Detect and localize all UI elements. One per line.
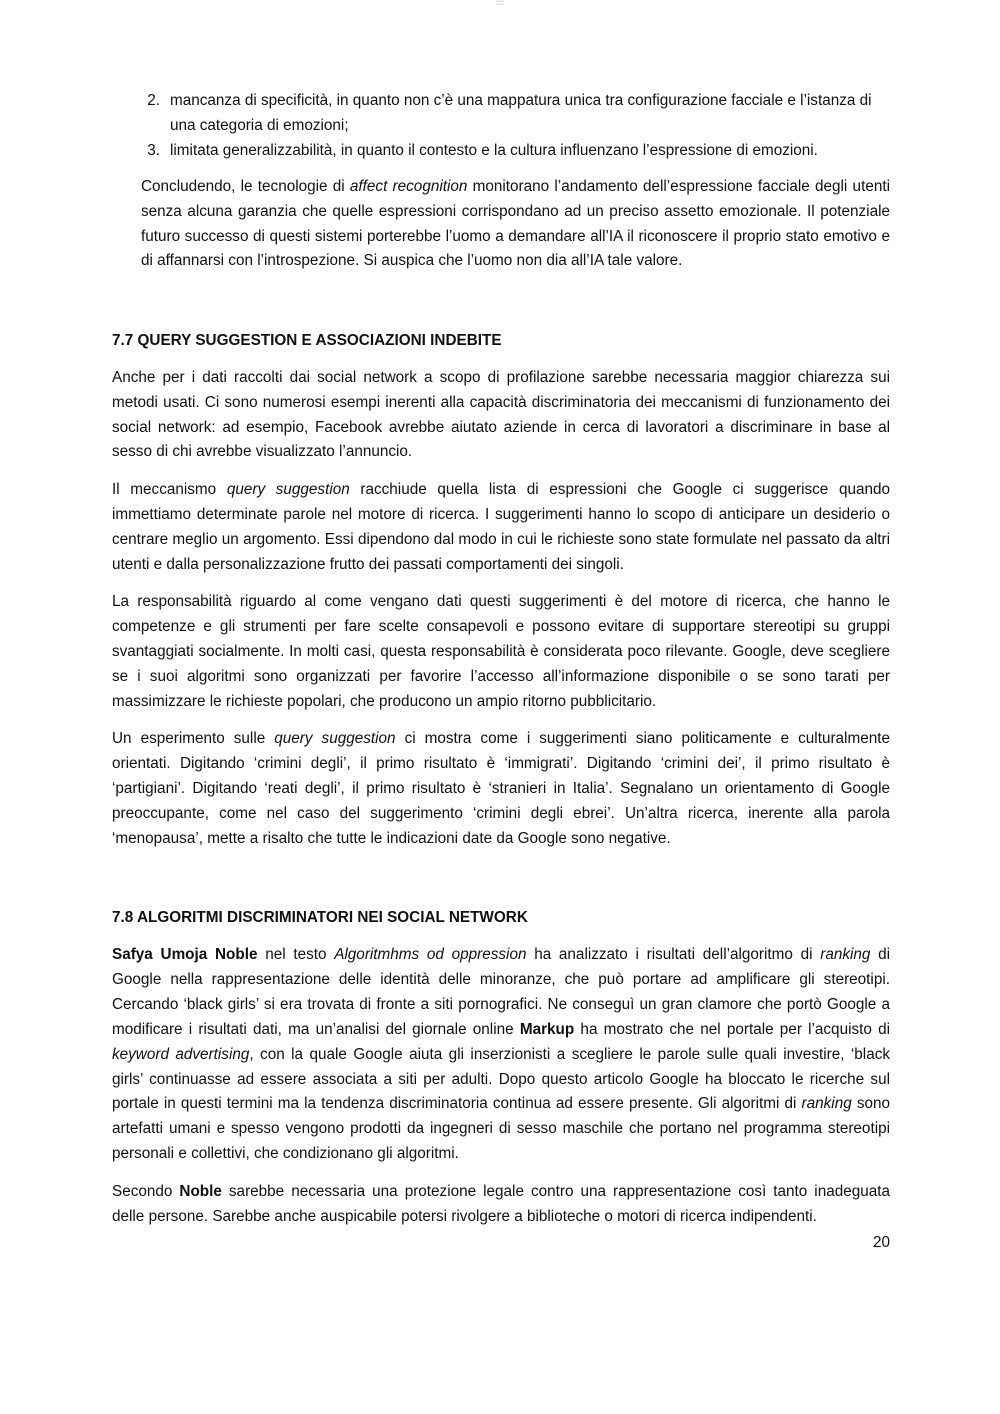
text-run: Concludendo, le tecnologie di bbox=[141, 177, 350, 195]
text-run: monitorano l’andamento dell’espressione facciale degli utenti senza alcuna garanzia che quelle espressioni corrispondano ad un preciso assetto emozionale. Il potenziale futuro successo di questi sistemi porterebbe l’uomo a demandare all’IA il riconoscere il proprio stato emotivo e di affannarsi con l’introspezione. Si auspica che l’uomo non dia all’IA tale valore. bbox=[141, 177, 890, 270]
text-run: nel testo bbox=[257, 945, 335, 963]
bold-name: Markup bbox=[519, 1020, 575, 1038]
italic-term: affect recognition bbox=[349, 177, 468, 195]
text-run: ha mostrato che nel portale per l’acquisto di bbox=[574, 1020, 890, 1038]
header-mark: Lorem ipsum bbox=[495, 0, 505, 6]
text-run: racchiude quella lista di espressioni che Google ci suggerisce quando immettiamo determinate parole nel motore di ricerca. I suggerimenti hanno lo scopo di anticipare un desiderio o centrare meglio un argomento. Essi dipendono dal modo in cui le richieste sono state formulate nel passato da altri utenti e dalla personalizzazione frutto dei passati comportamenti dei singoli. bbox=[112, 480, 890, 573]
section-heading-7-8: 7.8 ALGORITMI DISCRIMINATORI NEI SOCIAL NETWORK bbox=[112, 909, 528, 927]
document-page bbox=[112, 89, 890, 1242]
paragraph bbox=[112, 727, 890, 852]
bold-name: Noble bbox=[179, 1182, 222, 1200]
paragraph bbox=[112, 943, 890, 1167]
text-run: ci mostra come i suggerimenti siano politicamente e culturalmente orientati. Digitando ‘crimini degli’, il primo risultato è ‘immigrati’. Digitando ‘crimini dei’, il primo risultato è ‘partigiani’. Digitando ‘reati degli’, il primo risultato è ‘stranieri in Italia’. Segnalano un orientamento di Google preoccupante, come nel caso del suggerimento ‘crimini degli ebrei’. Un’altra ricerca, inerente alla parola ‘menopausa’, mette a risalto che tutte le indicazioni date da Google sono negative. bbox=[112, 730, 890, 847]
paragraph: La responsabilità riguardo al come vengano dati questi suggerimenti è del motore di ricerca, che hanno le competenze e gli strumenti per fare scelte consapevoli e possono evitare di supportare stereotipi su gruppi svantaggiati socialmente. In molti casi, questa responsabilità è considerata poco rilevante. Google, deve scegliere se i suoi algoritmi sono organizzati per favorire l’accesso all’informazione disponibile o se sono tarati per massimizzare le richieste popolari, che producono un ampio ritorno pubblicitario. bbox=[112, 593, 890, 710]
page-number: 20 bbox=[872, 1234, 890, 1251]
italic-term: ranking bbox=[820, 945, 871, 963]
text-run: Un esperimento sulle bbox=[112, 730, 275, 748]
paragraph bbox=[112, 478, 890, 578]
text-run: Secondo bbox=[112, 1182, 180, 1200]
text-run: sarebbe necessaria una protezione legale contro una rappresentazione così tanto inadeguata delle persone. Sarebbe anche auspicabile potersi rivolgere a biblioteche o motori di ricerca indipendenti. bbox=[112, 1182, 891, 1225]
italic-term: Algoritmhms od oppression bbox=[334, 945, 527, 963]
paragraph bbox=[112, 1180, 890, 1230]
text-run: ha analizzato i risultati dell’algoritmo di bbox=[526, 945, 821, 963]
text-run: Il meccanismo bbox=[112, 480, 227, 498]
paragraph: Anche per i dati raccolti dai social network a scopo di profilazione sarebbe necessaria maggior chiarezza sui metodi usati. Ci sono numerosi esempi inerenti alla capacità discriminatoria dei meccanismi di funzionamento dei social network: ad esempio, Facebook avrebbe aiutato aziende in cerca di lavoratori a discriminare in base al sesso di chi avrebbe visualizzato l’annuncio. bbox=[112, 368, 890, 461]
section-spacer bbox=[112, 287, 890, 329]
text-run: sono artefatti umani e spesso vengono prodotti da ingegneri di sesso maschile che portano nel programma stereotipi personali e collettivi, che condizionano gli algoritmi. bbox=[112, 1095, 890, 1163]
italic-term: query suggestion bbox=[226, 480, 350, 498]
list-item-number: 3. bbox=[147, 141, 160, 159]
emotion-critique-list bbox=[112, 89, 890, 164]
text-run: di Google nella rappresentazione delle identità delle minoranze, che può portare ad amplificare gli stereotipi. Cercando ‘black girls’ si era trovata di fronte a siti pornografici. Ne conseguì un gran clamore che portò Google a modificare i risultati dati, ma un’analisi del giornale online bbox=[112, 945, 891, 1038]
italic-term: keyword advertising bbox=[112, 1045, 250, 1063]
section-spacer bbox=[112, 864, 890, 906]
section-heading-7-7: 7.7 QUERY SUGGESTION E ASSOCIAZIONI INDEBITE bbox=[112, 331, 502, 349]
text-run: , con la quale Google aiuta gli inserzionisti a scegliere le parole sulle quali investire, ‘black girls’ continuasse ad essere associata a siti per adulti. Dopo questo articolo Google ha bloccato le ricerche sul portale in questi termini ma la tendenza discriminatoria continua ad essere presente. Gli algoritmi di bbox=[112, 1045, 891, 1113]
list-item bbox=[112, 139, 890, 164]
list-item-text: mancanza di specificità, in quanto non c’è una mappatura unica tra configurazione facciale e l’istanza di una categoria di emozioni; bbox=[170, 92, 872, 134]
conclusion-paragraph bbox=[141, 175, 890, 275]
list-item bbox=[112, 89, 890, 139]
italic-term: ranking bbox=[801, 1095, 852, 1113]
bold-name: Safya Umoja Noble bbox=[112, 945, 258, 963]
italic-term: query suggestion bbox=[274, 730, 396, 748]
list-item-text: limitata generalizzabilità, in quanto il contesto e la cultura influenzano l’espressione di emozioni. bbox=[170, 141, 818, 159]
list-item-number: 2. bbox=[147, 92, 160, 109]
